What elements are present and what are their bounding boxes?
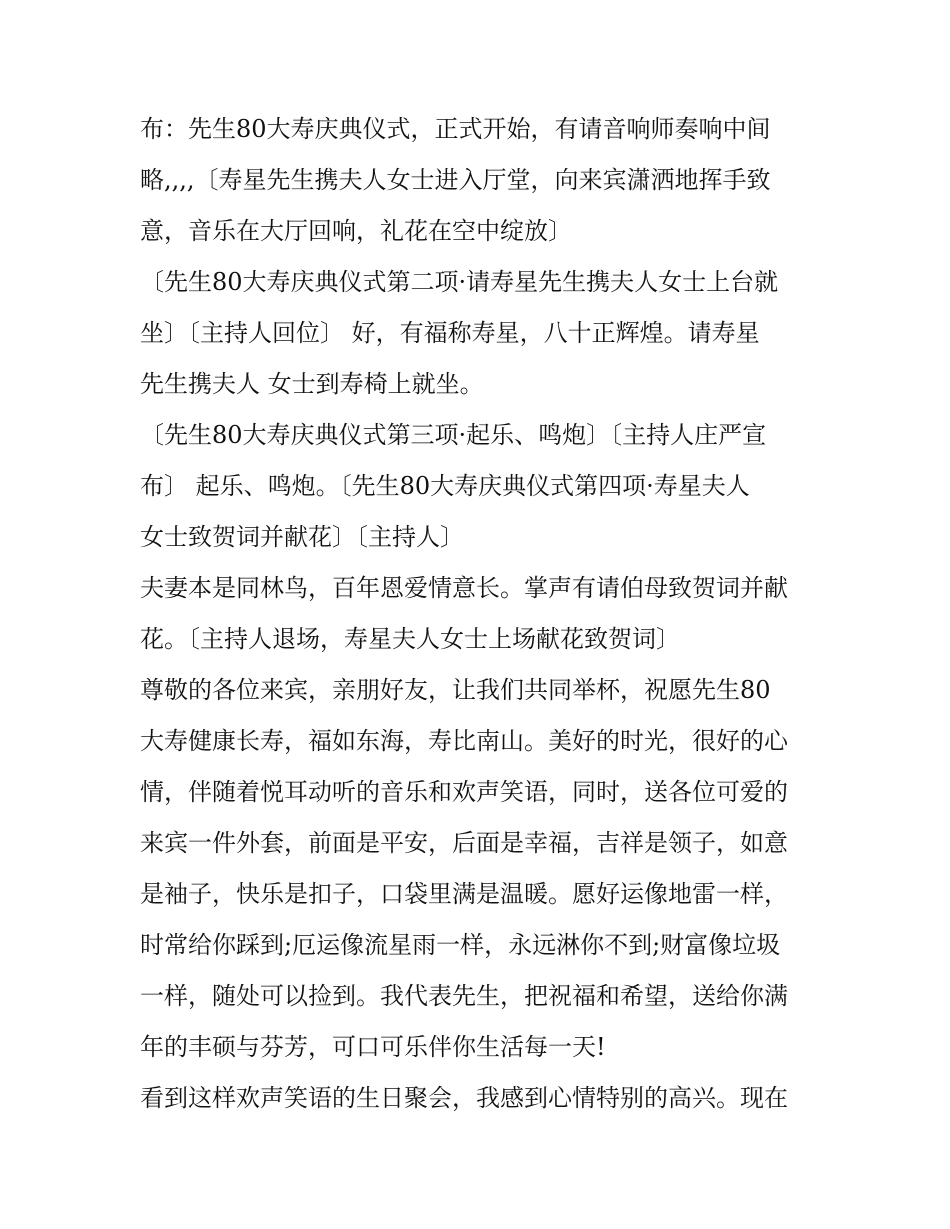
text-line: 坐〕〔主持人回位〕 好，有福称寿星，八十正辉煌。请寿星: [140, 319, 760, 347]
text-line: 略,,,,〔寿星先生携夫人女士进入厅堂，向来宾潇洒地挥手致: [140, 166, 771, 194]
text-line: 〔先生80大寿庆典仪式第三项·起乐、鸣炮〕〔主持人庄严宣: [140, 421, 767, 449]
text-line: 〔先生80大寿庆典仪式第二项·请寿星先生携夫人女士上台就: [140, 268, 779, 296]
document-body: [140, 104, 820, 1124]
text-line: 女士致贺词并献花〕〔主持人〕: [140, 523, 464, 551]
text-line: 时常给你踩到;厄运像流星雨一样，永远淋你不到;财富像垃圾: [140, 931, 781, 959]
text-line: 来宾一件外套，前面是平安，后面是幸福，吉祥是领子，如意: [140, 829, 788, 857]
text-line: 年的丰硕与芬芳，可口可乐伴你生活每一天!: [140, 1033, 606, 1061]
text-line: 一样，随处可以捡到。我代表先生，把祝福和希望，送给你满: [140, 982, 788, 1010]
text-line: 大寿健康长寿，福如东海，寿比南山。美好的时光，很好的心: [140, 727, 788, 755]
text-line: 花。〔主持人退场，寿星夫人女士上场献花致贺词〕: [140, 625, 680, 653]
text-line: 夫妻本是同林鸟，百年恩爱情意长。掌声有请伯母致贺词并献: [140, 574, 788, 602]
text-line: 情，伴随着悦耳动听的音乐和欢声笑语，同时，送各位可爱的: [140, 778, 788, 806]
text-line: 先生携夫人 女士到寿椅上就坐。: [140, 370, 484, 398]
text-line: 尊敬的各位来宾，亲朋好友，让我们共同举杯，祝愿先生80: [140, 676, 771, 704]
text-line: 布：先生80大寿庆典仪式，正式开始，有请音响师奏响中间: [140, 115, 771, 143]
text-line: 看到这样欢声笑语的生日聚会，我感到心情特别的高兴。现在: [140, 1084, 788, 1112]
text-line: 意，音乐在大厅回响，礼花在空中绽放〕: [140, 217, 572, 245]
text-line: 布〕 起乐、鸣炮。〔先生80大寿庆典仪式第四项·寿星夫人: [140, 472, 750, 500]
text-line: 是袖子，快乐是扣子，口袋里满是温暖。愿好运像地雷一样，: [140, 880, 788, 908]
